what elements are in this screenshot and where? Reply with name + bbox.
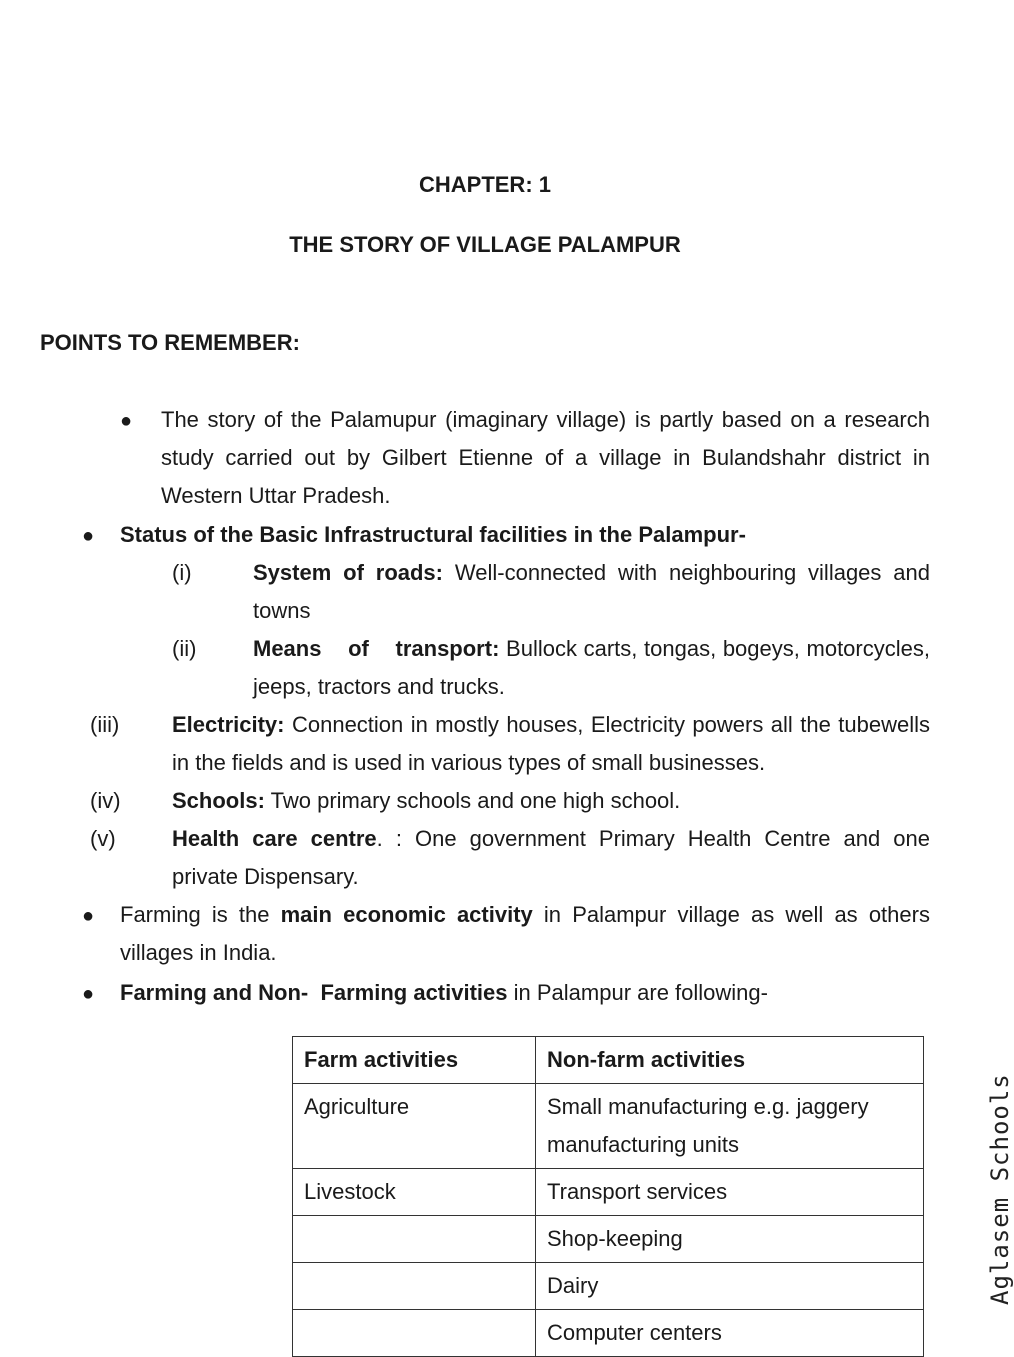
table-cell: [293, 1310, 536, 1357]
facility-number: (iii): [90, 712, 120, 737]
facility-number: (v): [90, 826, 116, 851]
farming-text: in Palampur village as well as others villages in India.: [120, 902, 930, 965]
farming-text: Farming is the: [120, 902, 270, 927]
chapter-number: CHAPTER: 1: [418, 172, 551, 197]
facility-text: . : One government Primary Health Centre and one private Dispensary.: [172, 826, 930, 889]
facility-text: Connection in mostly houses, Electricity powers all the tubewells in the fields and is used in various types of small businesses.: [172, 712, 930, 775]
table-row: [293, 1084, 924, 1169]
facility-number: (iv): [90, 788, 121, 813]
facility-item: [253, 554, 930, 630]
section-heading: POINTS TO REMEMBER:: [40, 330, 300, 355]
table-header: Non-farm activities: [536, 1037, 924, 1084]
facility-label: Schools:: [172, 788, 265, 813]
facility-item: [172, 706, 930, 782]
activities-paragraph: [120, 974, 768, 1012]
activities-emphasis: Farming and Non- Farming activities: [120, 980, 508, 1005]
facility-text: Two primary schools and one high school.: [270, 788, 681, 813]
table-cell: Shop-keeping: [536, 1216, 924, 1263]
table-cell: [293, 1263, 536, 1310]
facility-number: (i): [172, 560, 192, 585]
table-cell: Transport services: [536, 1169, 924, 1216]
table-header-row: [293, 1037, 924, 1084]
table-cell: Livestock: [293, 1169, 536, 1216]
farming-paragraph: [120, 896, 930, 972]
table-cell: Dairy: [536, 1263, 924, 1310]
intro-paragraph: The story of the Palamupur (imaginary village) is partly based on a research study carried out by Gilbert Etienne of a village in Bulandshahr district in Western Uttar Pradesh.: [161, 407, 930, 508]
table-row: [293, 1310, 924, 1357]
facility-item: [172, 820, 930, 896]
activities-text: in Palampur are following-: [513, 980, 768, 1005]
facility-number: (ii): [172, 636, 197, 661]
table-row: [293, 1263, 924, 1310]
facility-item: [172, 782, 930, 820]
facility-item: [253, 630, 930, 706]
farming-emphasis: main economic activity: [280, 902, 533, 927]
bullet-icon: ●: [120, 410, 133, 432]
table-cell: Computer centers: [536, 1310, 924, 1357]
activities-table: [292, 1036, 924, 1357]
chapter-title: THE STORY OF VILLAGE PALAMPUR: [289, 232, 681, 257]
facility-label: System of roads:: [253, 560, 443, 585]
bullet-icon: ●: [82, 983, 95, 1005]
table-cell: Small manufacturing e.g. jaggery manufacturing units: [536, 1084, 924, 1169]
table-cell: [293, 1216, 536, 1263]
facility-label: Electricity:: [172, 712, 285, 737]
facility-label: Means of transport:: [253, 636, 500, 661]
facility-text: Well-connected with neighbouring villages and towns: [253, 560, 930, 623]
watermark: Aglasem Schools: [986, 1073, 1014, 1305]
table-row: [293, 1216, 924, 1263]
bullet-icon: ●: [82, 525, 95, 547]
table-row: [293, 1169, 924, 1216]
infra-heading: Status of the Basic Infrastructural facilities in the Palampur-: [120, 522, 746, 547]
table-header: Farm activities: [293, 1037, 536, 1084]
facility-label: Health care centre: [172, 826, 377, 851]
bullet-icon: ●: [82, 905, 95, 927]
facility-text: Bullock carts, tongas, bogeys, motorcycles, jeeps, tractors and trucks.: [253, 636, 930, 699]
table-cell: Agriculture: [293, 1084, 536, 1169]
